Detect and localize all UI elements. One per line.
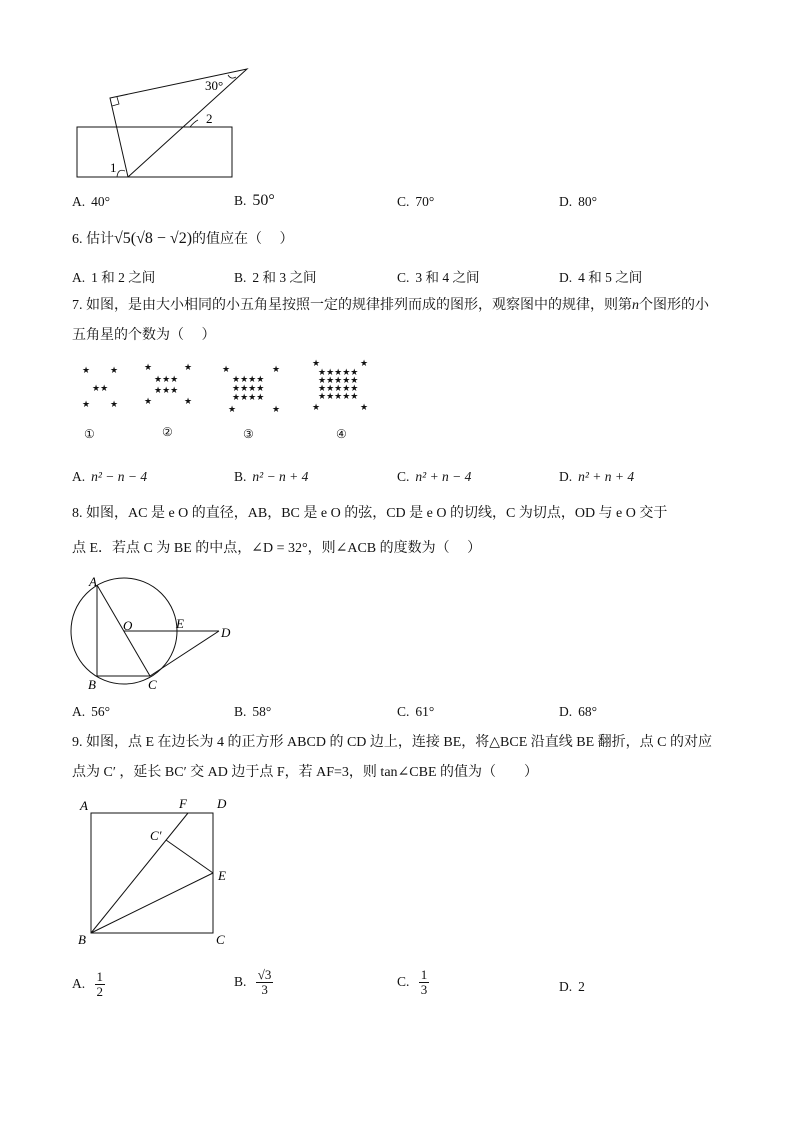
q8-stem-line2: 点 E．若点 C 为 BE 的中点，∠D = 32°，则∠ACB 的度数为（ ） [72,541,482,556]
q9-stem-line1: 9. 如图，点 E 在边长为 4 的正方形 ABCD 的 CD 边上，连接 BE，将△BCE 沿直线 BE 翻折，点 C 的对应 [72,735,713,750]
q7-figure-label-4: ④ [336,427,347,441]
q7-figure-2: ★ ★ ★★★ ★★★ ★ ★ [144,363,193,407]
q9-label-a: A [80,798,88,813]
q9-label-e: E [218,868,226,883]
q6-option-a: A. 1 和 2 之间 [72,270,156,285]
q7-figure-label-2: ② [162,425,173,439]
q9-label-b: B [78,932,86,947]
q6-option-d: D. 4 和 5 之间 [559,270,643,285]
q8-option-c: C. 61° [397,704,435,719]
q7-option-c: C. n² + n − 4 [397,469,472,484]
q8-option-b: B. 58° [234,704,272,719]
q9-label-c: C [216,932,225,947]
q7-figure-label-1: ① [84,427,95,441]
q6-stem: 6. 估计√5(√8 − √2)的值应在（ ） [72,230,294,247]
q5-label-2: 2 [206,111,213,126]
q8-option-d: D. 68° [559,704,598,719]
q5-label-1: 1 [110,160,117,175]
q9-line-c1e [166,840,213,873]
q9-option-a: A. $\frac{1}{2}$ [72,969,103,1000]
q8-label-o: O [123,618,133,633]
q5-option-c: C. 70° [397,194,435,209]
q9-label-d: D [217,796,227,811]
q9-option-a-fraction: $\frac{1}{2}$ [96,969,103,1000]
q8-label-e: E [176,616,184,631]
q9-option-c: C. $\frac{1}{3}$ [397,967,428,998]
q9-option-b-fraction: $\frac{√3}{3}$ [257,967,272,998]
q7-figure-label-3: ③ [243,427,254,441]
q9-line-be [91,873,213,933]
q9-label-c1: C′ [150,828,162,843]
q9-line-bf [91,813,188,933]
q7-option-b: B. n² − n + 4 [234,469,309,484]
q9-option-b: B. $\frac{√3}{3}$ [234,967,272,998]
q6-option-b: B. 2 和 3 之间 [234,270,317,285]
q5-option-b: B. 50° [234,192,275,209]
q9-stem-line2: 点为 C′ ，延长 BC′ 交 AD 边于点 F，若 AF=3，则 tan∠CBE 的值为（ ） [72,765,538,780]
q8-option-a: A. 56° [72,704,111,719]
q9-option-d: D. 2 [559,979,585,994]
q7-figure-4: ★ ★ ★★★★★ ★★★★★ ★★★★★ ★★★★★ ★ ★ [312,359,369,413]
q8-label-c: C [148,677,157,692]
q7-option-d: D. n² + n + 4 [559,469,635,484]
q5-label-30: 30° [205,78,224,93]
q7-stem-line1: 7. 如图，是由大小相同的小五角星按照一定的规律排列而成的图形，观察图中的规律，则第n个图形的小 [72,298,709,313]
q7-figure-1: ★ ★ ★★ ★ ★ [82,366,119,410]
q8-label-d: D [221,625,231,640]
q6-option-c: C. 3 和 4 之间 [397,270,480,285]
q8-stem-line1: 8. 如图，AC 是 e O 的直径，AB，BC 是 e O 的弦，CD 是 e O 的切线，C 为切点，OD 与 e O 交于 [72,506,668,521]
q5-option-a: A. 40° [72,194,111,209]
q7-option-a: A. n² − n − 4 [72,469,148,484]
q8-label-a: A [89,574,97,589]
q9-option-c-fraction: $\frac{1}{3}$ [420,967,428,998]
q7-figure-3: ★ ★ ★★★★ ★★★★ ★★★★ ★ ★ [222,365,281,415]
q8-label-b: B [88,677,96,692]
q7-stem-line2: 五角星的个数为（ ） [72,328,216,343]
q5-option-d: D. 80° [559,194,598,209]
q9-label-f: F [179,796,187,811]
